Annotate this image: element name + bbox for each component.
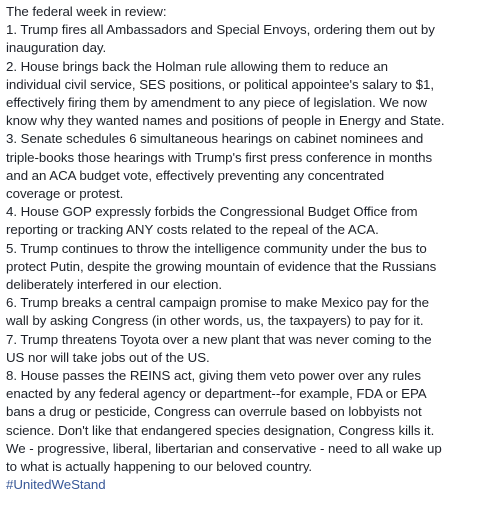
post-line: 4. House GOP expressly forbids the Congressional Budget Office from: [6, 204, 418, 220]
post-line: know why they wanted names and positions of people in Energy and State.: [6, 113, 445, 129]
post-line: 5. Trump continues to throw the intelligence community under the bus to: [6, 240, 427, 256]
post-line: and an ACA budget vote, effectively preventing any concentrated: [6, 167, 385, 183]
post-line: effectively firing them by amendment to any piece of legislation. We now: [6, 95, 427, 111]
hashtag-line: [6, 476, 486, 494]
post-line: 2. House brings back the Holman rule allowing them to reduce an: [6, 58, 388, 74]
post-line: 7. Trump threatens Toyota over a new plant that was never coming to the: [6, 331, 432, 347]
post-line: wall by asking Congress (in other words, us, the taxpayers) to pay for it.: [6, 313, 424, 329]
post-line: 8. House passes the REINS act, giving them veto power over any rules: [6, 368, 421, 384]
post-line: bans a drug or pesticide, Congress can overrule based on lobbyists not: [6, 404, 422, 420]
post-line: 3. Senate schedules 6 simultaneous hearings on cabinet nominees and: [6, 131, 424, 147]
post-line: 6. Trump breaks a central campaign promise to make Mexico pay for the: [6, 295, 429, 311]
post-line: US nor will take jobs out of the US.: [6, 349, 210, 365]
post-line: enacted by any federal agency or department--for example, FDA or EPA: [6, 386, 427, 402]
post-line: to what is actually happening to our beloved country.: [6, 459, 313, 475]
post-line: deliberately interfered in our election.: [6, 277, 223, 293]
post-line: The federal week in review:: [6, 4, 167, 19]
post-line: coverage or protest.: [6, 186, 124, 202]
post-line: inauguration day.: [6, 40, 107, 56]
post-line: We - progressive, liberal, libertarian and conservative - need to all wake up: [6, 440, 442, 456]
hashtag-link[interactable]: #UnitedWeStand: [6, 477, 106, 493]
post-line: reporting or tracking ANY costs related to the repeal of the ACA.: [6, 222, 379, 238]
post-line: triple-books those hearings with Trump's first press conference in months: [6, 149, 433, 165]
post-line: science. Don't like that endangered species designation, Congress kills it.: [6, 422, 435, 438]
post-line: individual civil service, SES positions, or political appointee's salary to $1,: [6, 76, 434, 92]
post-line: 1. Trump fires all Ambassadors and Special Envoys, ordering them out by: [6, 22, 435, 38]
post-line: protect Putin, despite the growing mountain of evidence that the Russians: [6, 258, 437, 274]
